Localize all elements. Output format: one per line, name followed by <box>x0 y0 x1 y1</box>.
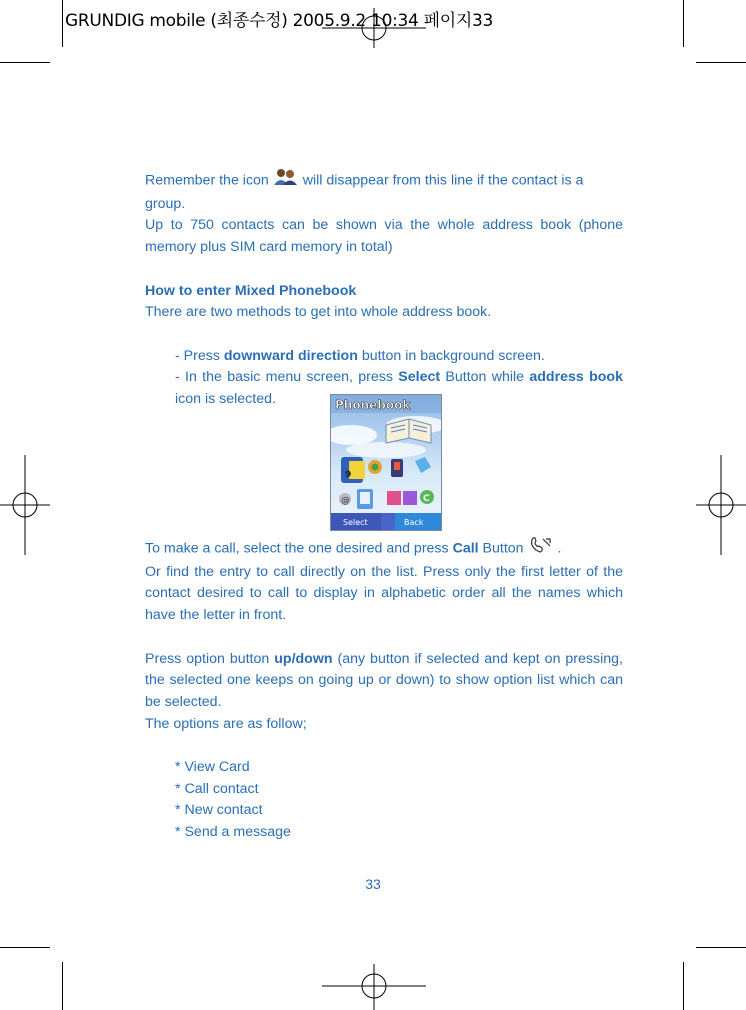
call-instruction: To make a call, select the one desired and press Call Button . <box>145 536 623 562</box>
section-intro: There are two methods to get into whole address book. <box>145 304 492 321</box>
contacts-group-icon <box>273 168 299 194</box>
call-direct-note: Or find the entry to call directly on the list. Press only the first letter of the contact desired to call to display in alphabetic order all the names which have the letter in front. <box>145 563 623 624</box>
option-item: * Call contact <box>175 780 259 797</box>
svg-text:@: @ <box>341 496 350 506</box>
softkey-select: Select <box>343 518 368 527</box>
crop-mark <box>683 0 684 47</box>
registration-mark-left <box>0 455 50 555</box>
page-number: 33 <box>365 876 381 892</box>
svg-text:9: 9 <box>345 470 352 480</box>
phonebook-screen-art <box>331 395 441 530</box>
method-2: - In the basic menu screen, press Select Button while address book icon is selected. <box>175 369 623 407</box>
crop-mark <box>696 62 746 63</box>
phonebook-screenshot <box>330 394 442 531</box>
print-header: GRUNDIG mobile (최종수정) 2005.9.2 10:34 페이지33 <box>65 11 494 31</box>
section-heading: How to enter Mixed Phonebook <box>145 282 357 299</box>
softkey-back: Back <box>404 518 424 527</box>
option-instruction: Press option button up/down (any button if selected and kept on pressing, the selected one keeps on going up or down) to show option list which can be selected. <box>145 650 623 710</box>
crop-mark <box>62 962 63 1010</box>
crop-mark <box>62 0 63 47</box>
option-item: * New contact <box>175 802 263 819</box>
method-1: - Press downward direction button in background screen. <box>175 347 545 364</box>
crop-mark <box>0 947 50 948</box>
crop-mark <box>0 62 50 63</box>
lower-text-block <box>145 536 623 844</box>
call-handset-icon <box>528 536 554 562</box>
icon-note: Remember the icon will disappear from this line if the contact is a group. <box>145 168 623 215</box>
registration-mark-top <box>322 8 426 48</box>
registration-mark-right <box>696 455 746 555</box>
capacity-note: Up to 750 contacts can be shown via the whole address book (phone memory plus SIM card memory in total) <box>145 217 623 256</box>
registration-mark-bottom <box>322 964 426 1010</box>
crop-mark <box>696 947 746 948</box>
svg-text:C: C <box>423 494 430 504</box>
option-item: * Send a message <box>175 824 291 841</box>
option-item: * View Card <box>175 759 250 775</box>
upper-text-block <box>145 168 623 411</box>
options-follow: The options are as follow; <box>145 715 307 732</box>
screen-title: Phonebook <box>335 398 411 412</box>
crop-mark <box>683 962 684 1010</box>
